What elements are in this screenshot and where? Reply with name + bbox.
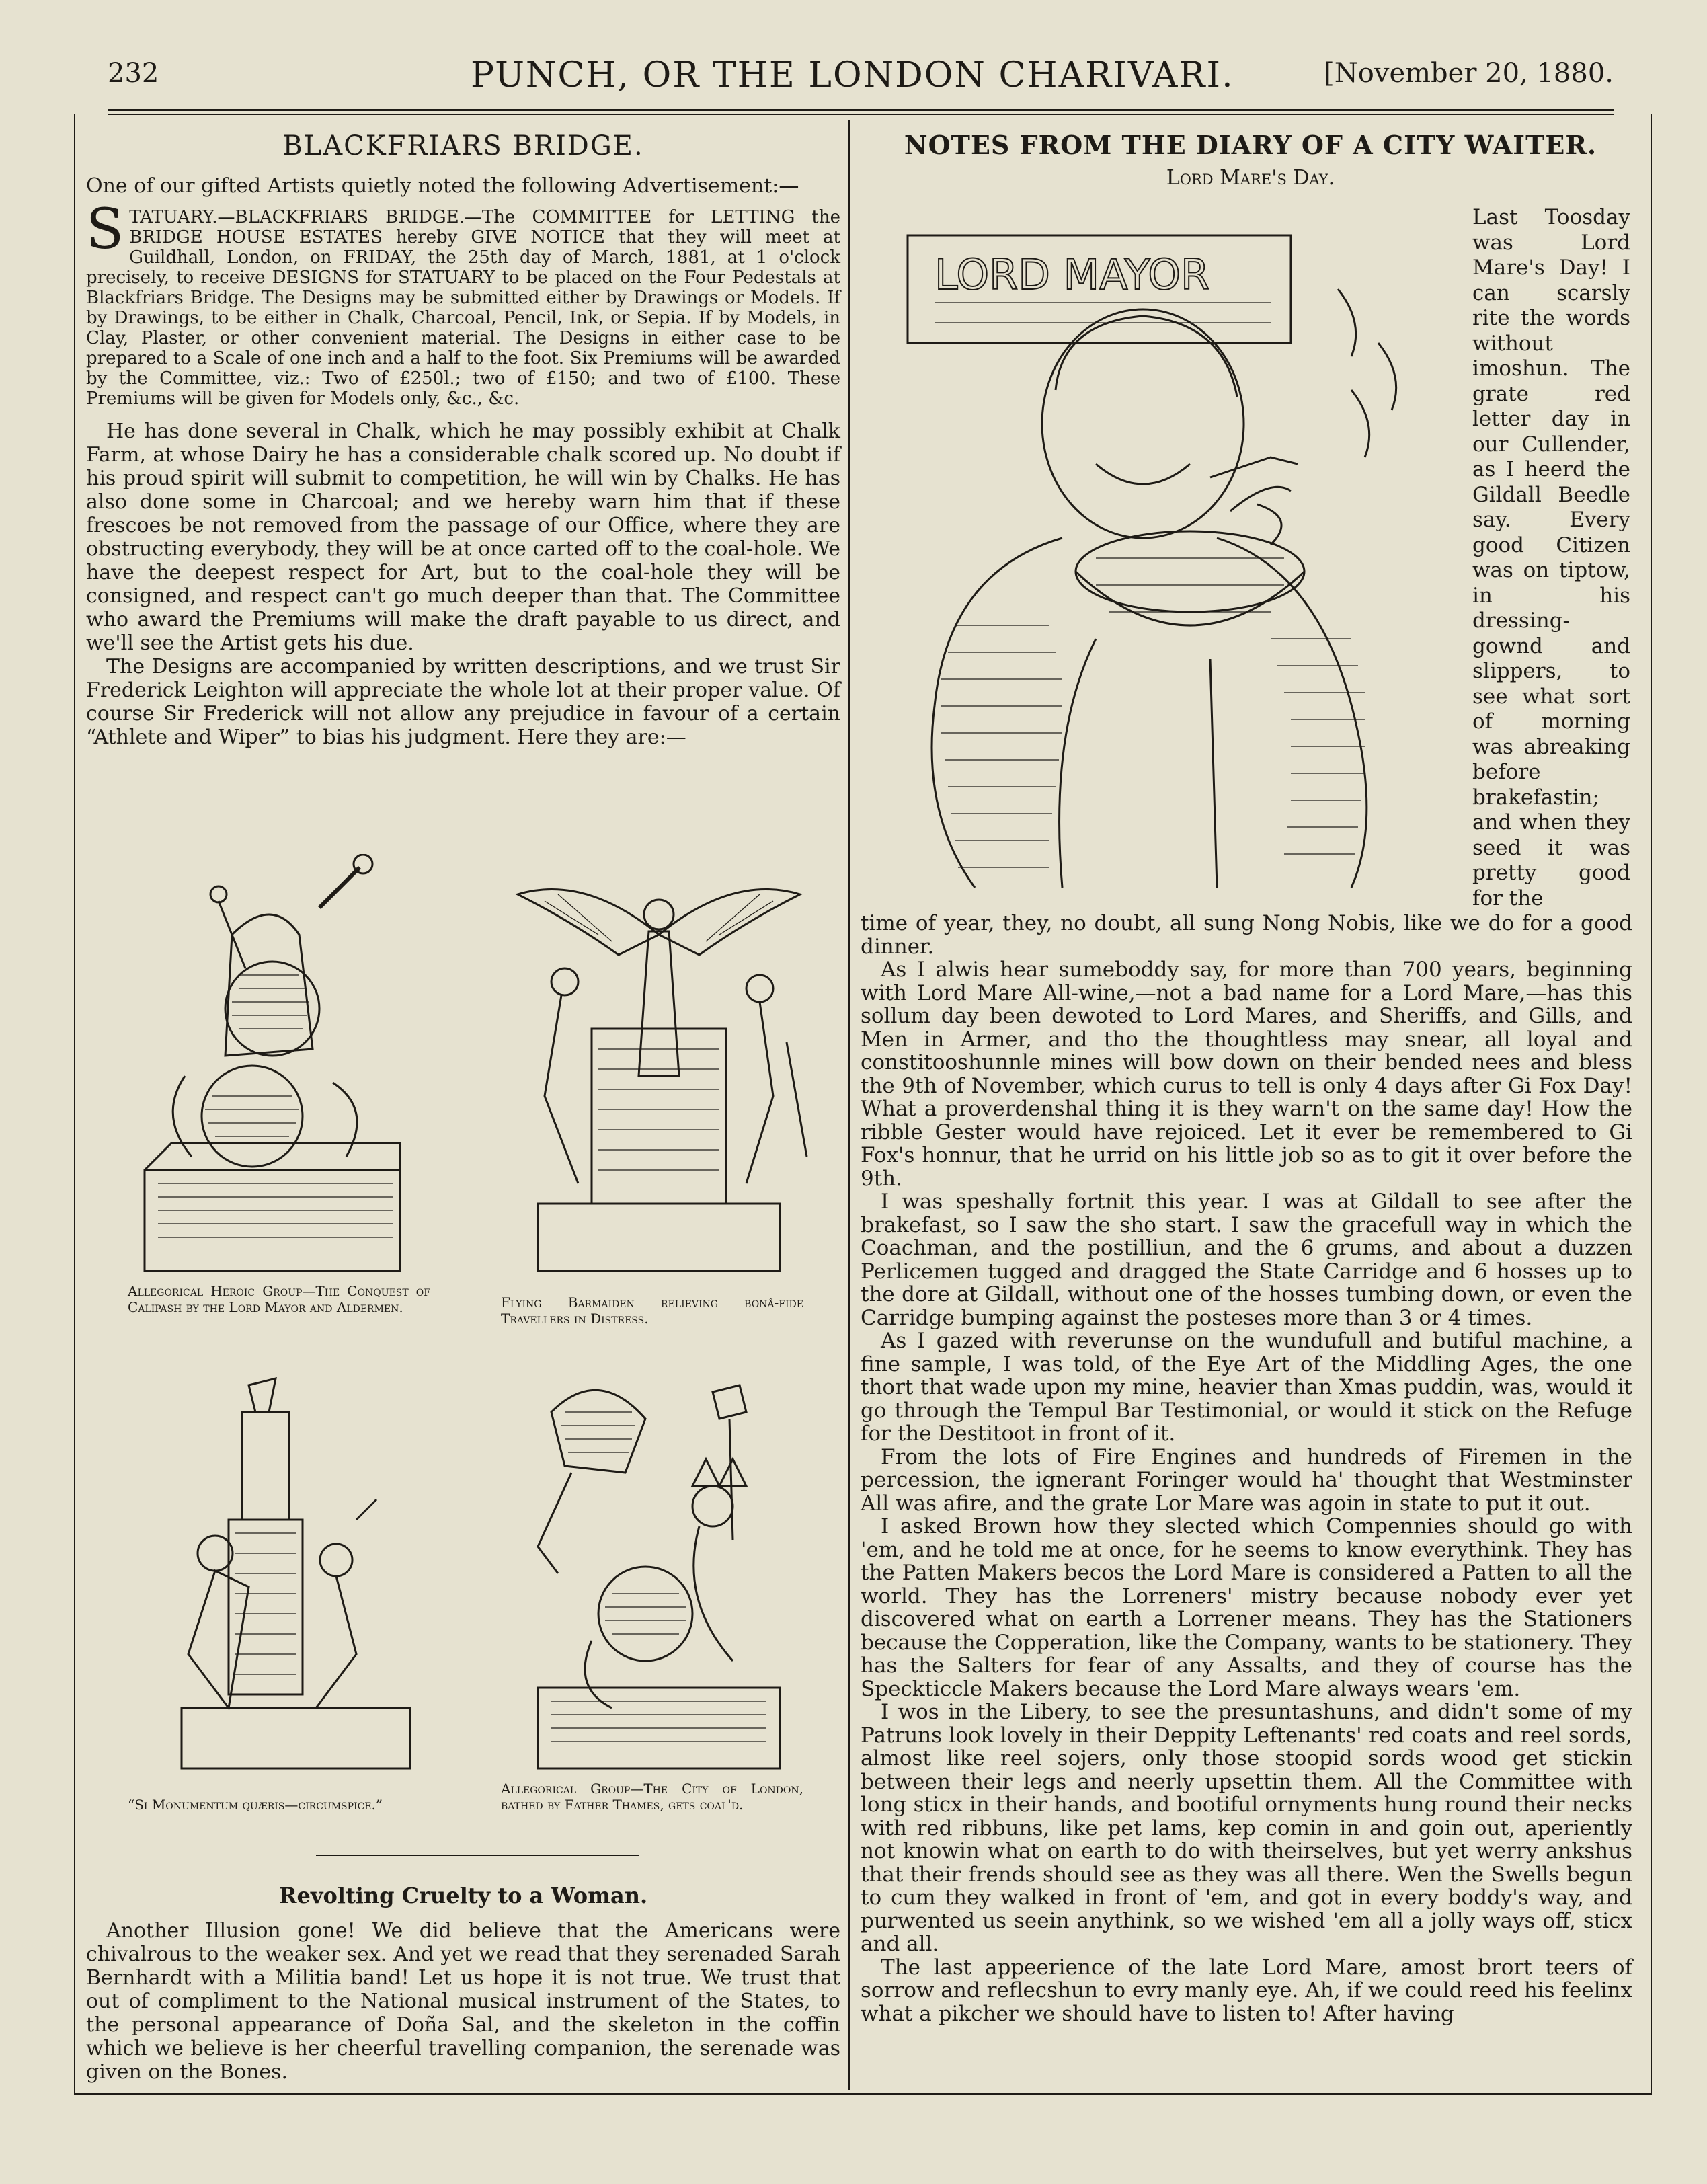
paragraph: From the lots of Fire Engines and hundreds of Firemen in the percession, the ignerant Foringer would ha' thought that Westminster All was afire, and the grate Lor Mare was agoin in state to put it out. — [861, 1444, 1632, 1516]
wrapped-text-column — [1472, 205, 1630, 911]
page-header — [108, 55, 1614, 105]
bottom-border — [74, 2093, 1652, 2095]
section-divider — [316, 1855, 639, 1856]
paragraph: I asked Brown how they slected which Compennies should go with 'em, and he told me at once, for he seems to know everythink. They has the Patten Makers becos the Lord Mare is considered a Patten to all the world. They has the Lorreners' mistry because nobody ever yet discovered what on earth a Lorrener means. They has the Stationers because the Copperation, like the Company, wants to be stationery. They has the Salters for fear of any Assalts, and they of course has the Speckticcle Makers because the Lord Mare always wears 'em. — [861, 1514, 1632, 1701]
illustration-lord-mayor-eating — [894, 222, 1486, 894]
header-rule — [108, 109, 1614, 111]
advertisement — [86, 198, 840, 409]
right-column-titles — [861, 130, 1640, 190]
left-column-text — [86, 130, 840, 749]
paragraph: Another Illusion gone! We did believe that the Americans were chivalrous to the weaker sex. And yet we read that they serenaded Sarah Bernhardt with a Militia band! Let us hope it is not true. We trust that out of compliment to the National musical instrument of the States, to the personal appearance of Doña Sal, and the skeleton in the coffin which we believe is her cheerful travelling companion, the serenade was given on the Bones. — [86, 1919, 840, 2084]
article-title-blackfriars: BLACKFRIARS BRIDGE. — [282, 130, 644, 161]
advert-text: TATUARY.—BLACKFRIARS BRIDGE.—The COMMITTEE for LETTING the BRIDGE HOUSE ESTATES hereby GIVE NOTICE that they will meet at Guildhall, London, on FRIDAY, the 25th day of March, 1881, at 1 o'clock precisely, to receive DESIGNS for STATUARY to be placed on the Four Pedestals at Blackfriars Bridge. The Designs may be submitted either by Drawings or Models. If by Drawings, to be either in Chalk, Charcoal, Pencil, Ink, or Sepia. If by Models, in Clay, Plaster, or other convenient material. The Designs in either case to be prepared to a Scale of one inch and a half to the foot. Six Premiums will be awarded by the Committee, viz.: Two of £250l.; two of £150; and two of £100. These Premiums will be given for Models only, &c., &c. — [86, 207, 840, 409]
paragraph: I wos in the Libery, to see the presuntashuns, and didn't some of my Patruns look lovely in their Deppity Leftenants' red coats and reel sords, almost like reel sojers, only those stoopid sords wood get stickin between their legs and neerly upsettin them. All the Committee with long sticx in their hands, and bootiful ornyments hung round their necks with red ribbuns, like pet lams, kep comin in and goin out, aperiently not knowin what on earth to do with theirselves, but yet werry ankshus that their frends should see as they was all there. Wen the Swells begun to cum they walked in front of 'em, and got in every boddy's way, and purwented us seein anythink, so we wished 'em all a jolly ways off, sticx and all. — [861, 1700, 1632, 1956]
paragraph: I was speshally fortnit this year. I was at Gildall to see after the brakefast, so I saw the sho start. I saw the gracefull way in which the Coachman, and the postilliun, and the 6 grums, and about a duzzen Perlicemen tugged and dragged the State Carridge and 6 hosses up to the dore at Gildall, without one of the hosses tumbing down, or even the Carridge bumping against the posteses more than 3 or 4 times. — [861, 1190, 1632, 1330]
paragraph: As I alwis hear sumeboddy say, for more than 700 years, beginning with Lord Mare All-wine,—not a bad name for a Lord Mare,—has this sollum day been dewoted to Lord Mares, and Sheriffs, and Gills, and Men in Armer, and tho the thoughtless may snear, all loyal and constitooshunnle mines will bow down on their bended nees and bless the 9th of November, which curus to tell is only 4 days after Gi Fox Day! What a proverdenshal thing it is they warn't on the same day! How the ribble Gester would have rejoiced. Let it ever be remembered to Gi Fox's honnur, that he urrid on his little job so as to git it over before the 9th. — [861, 958, 1632, 1191]
paragraph: The last appeerience of the late Lord Mare, amost brort teers of sorrow and reflecshun to evry manly eye. Ah, if we could reed his feelinx what a pikcher we should have to listen to! After having — [861, 1955, 1632, 2026]
right-border — [1651, 114, 1652, 2095]
figure-caption: Allegorical Group—The City of London, bathed by Father Thames, gets coal'd. — [501, 1781, 803, 1813]
paragraph: He has done several in Chalk, which he may possibly exhibit at Chalk Farm, at whose Dairy he has a considerable chalk scored up. No doubt if his proud spirit will submit to competition, he will win by Chalks. He has also done some in Charcoal; and we hereby warn him that if these frescoes be not removed from the passage of our Office, where they are obstructing everybody, they will be at once carted off to the coal-hole. We have the deepest respect for Art, but to the coal-hole they will be consigned, and respect can't go much deeper than that. The Committee who award the Premiums will make the draft payable to us direct, and we'll see the Artist gets his due. — [86, 420, 840, 655]
article-subtitle: Lord Mare's Day. — [1166, 166, 1335, 190]
article-title-revolting-cruelty: Revolting Cruelty to a Woman. — [278, 1883, 648, 1908]
advert-dropcap: S — [86, 198, 124, 262]
paragraph: Last Toosday was Lord Mare's Day! I can scarsly rite the words without imoshun. The grate red letter day in our Cullender, as I heerd the Gildall Beedle say. Every good Citizen was on tiptow, in his dressing-gownd and slippers, to see what sort of morning was abreaking before brakefastin; and when they seed it was pretty good for the — [1472, 205, 1630, 910]
masthead: PUNCH, OR THE LONDON CHARIVARI. — [471, 55, 1234, 95]
right-column-text — [861, 912, 1632, 2025]
figure-caption: “Si Monumentum quæris—circumspice.” — [128, 1797, 383, 1813]
illustration-flying-barmaiden — [504, 874, 813, 1291]
illustration-si-monumentum — [155, 1372, 437, 1789]
poster-lord-mayor: LORD MAYOR — [935, 250, 1210, 299]
paragraph: The Designs are accompanied by written descriptions, and we trust Sir Frederick Leighton will appreciate the whole lot at their proper value. Of course Sir Frederick will not allow any prejudice in favour of a certain “Athlete and Wiper” to bias his judgment. Here they are:— — [86, 655, 840, 749]
issue-date: [November 20, 1880. — [1324, 58, 1614, 89]
figure-caption: Allegorical Heroic Group—The Conquest of Calipash by the Lord Mayor and Aldermen. — [128, 1283, 430, 1315]
article-title-city-waiter: NOTES FROM THE DIARY OF A CITY WAITER. — [904, 130, 1597, 160]
header-rule-thin — [108, 114, 1614, 115]
intro-text: One of our gifted Artists quietly noted the following Advertisement:— — [86, 174, 799, 198]
column-divider — [848, 120, 850, 2090]
left-column-bottom-text — [86, 1919, 840, 2084]
left-border — [74, 114, 75, 2095]
paragraph: time of year, they, no doubt, all sung Nong Nobis, like we do for a good dinner. — [861, 911, 1632, 959]
illustration-city-bathed-by-thames — [511, 1372, 807, 1789]
figure-caption: Flying Barmaiden relieving bonâ-fide Travellers in Distress. — [501, 1294, 803, 1327]
illustration-conquest-of-calipash — [131, 854, 427, 1291]
paragraph: As I gazed with reverunse on the wundufull and butiful machine, a fine sample, I was told, of the Eye Art of the Middling Ages, the one thort that wade upon my mine, heavier than Xmas puddin, was, would it go through the Tempul Bar Testimonial, or would it stick on the Refuge for the Destitoot in front of it. — [861, 1329, 1632, 1446]
page-number: 232 — [108, 58, 159, 89]
